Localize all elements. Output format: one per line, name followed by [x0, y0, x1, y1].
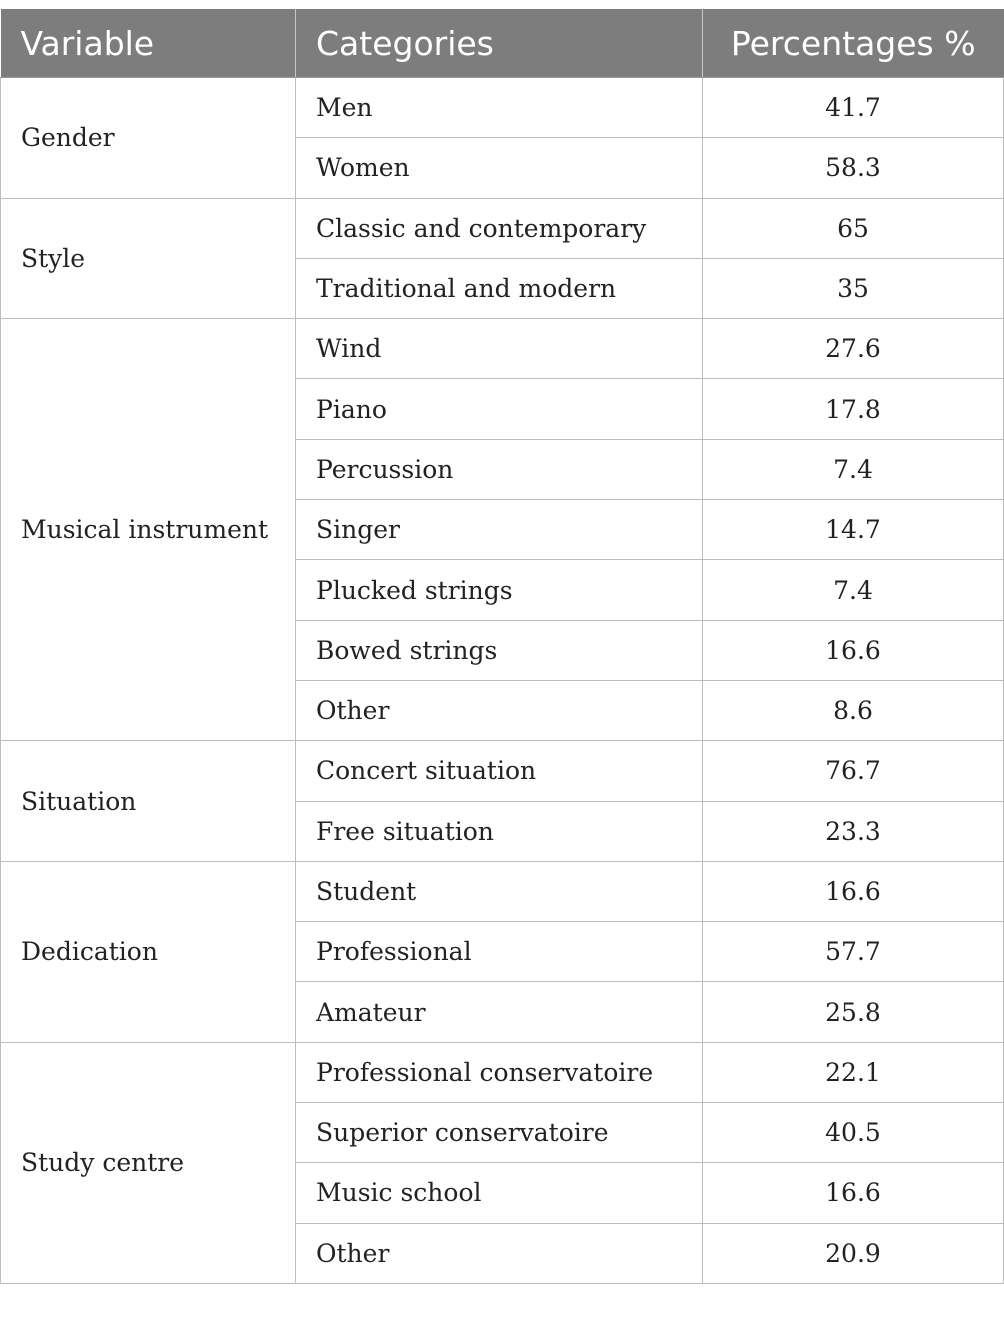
variable-cell: Situation	[1, 741, 296, 862]
category-cell: Singer	[296, 500, 703, 560]
category-cell: Other	[296, 680, 703, 740]
percentage-cell: 17.8	[703, 379, 1004, 439]
percentage-cell: 27.6	[703, 319, 1004, 379]
percentage-cell: 35	[703, 258, 1004, 318]
header-row	[1, 9, 1004, 78]
category-cell: Men	[296, 78, 703, 138]
category-cell: Superior conservatoire	[296, 1103, 703, 1163]
percentage-cell: 41.7	[703, 78, 1004, 138]
variable-cell: Gender	[1, 78, 296, 199]
demographics-table	[0, 9, 1004, 1284]
percentage-cell: 22.1	[703, 1042, 1004, 1102]
category-cell: Classic and contemporary	[296, 198, 703, 258]
category-cell: Amateur	[296, 982, 703, 1042]
percentage-cell: 16.6	[703, 1163, 1004, 1223]
variable-cell: Musical instrument	[1, 319, 296, 741]
category-cell: Bowed strings	[296, 620, 703, 680]
percentage-cell: 40.5	[703, 1103, 1004, 1163]
header-variable: Variable	[1, 9, 296, 78]
percentage-cell: 16.6	[703, 861, 1004, 921]
table-row	[1, 741, 1004, 801]
category-cell: Piano	[296, 379, 703, 439]
category-cell: Free situation	[296, 801, 703, 861]
percentage-cell: 57.7	[703, 922, 1004, 982]
category-cell: Traditional and modern	[296, 258, 703, 318]
category-cell: Student	[296, 861, 703, 921]
percentage-cell: 25.8	[703, 982, 1004, 1042]
percentage-cell: 14.7	[703, 500, 1004, 560]
category-cell: Percussion	[296, 439, 703, 499]
category-cell: Professional	[296, 922, 703, 982]
category-cell: Plucked strings	[296, 560, 703, 620]
table-row	[1, 198, 1004, 258]
percentage-cell: 76.7	[703, 741, 1004, 801]
percentage-cell: 7.4	[703, 439, 1004, 499]
category-cell: Music school	[296, 1163, 703, 1223]
percentage-cell: 16.6	[703, 620, 1004, 680]
table-row	[1, 319, 1004, 379]
percentage-cell: 58.3	[703, 138, 1004, 198]
category-cell: Professional conservatoire	[296, 1042, 703, 1102]
table-row	[1, 78, 1004, 138]
header-percentages: Percentages %	[703, 9, 1004, 78]
variable-cell: Style	[1, 198, 296, 319]
percentage-cell: 8.6	[703, 680, 1004, 740]
percentage-cell: 20.9	[703, 1223, 1004, 1283]
category-cell: Other	[296, 1223, 703, 1283]
category-cell: Concert situation	[296, 741, 703, 801]
variable-cell: Study centre	[1, 1042, 296, 1283]
category-cell: Women	[296, 138, 703, 198]
percentage-cell: 23.3	[703, 801, 1004, 861]
category-cell: Wind	[296, 319, 703, 379]
table-row	[1, 861, 1004, 921]
table-row	[1, 1042, 1004, 1102]
table-body	[1, 78, 1004, 1284]
variable-cell: Dedication	[1, 861, 296, 1042]
percentage-cell: 7.4	[703, 560, 1004, 620]
header-categories: Categories	[296, 9, 703, 78]
percentage-cell: 65	[703, 198, 1004, 258]
